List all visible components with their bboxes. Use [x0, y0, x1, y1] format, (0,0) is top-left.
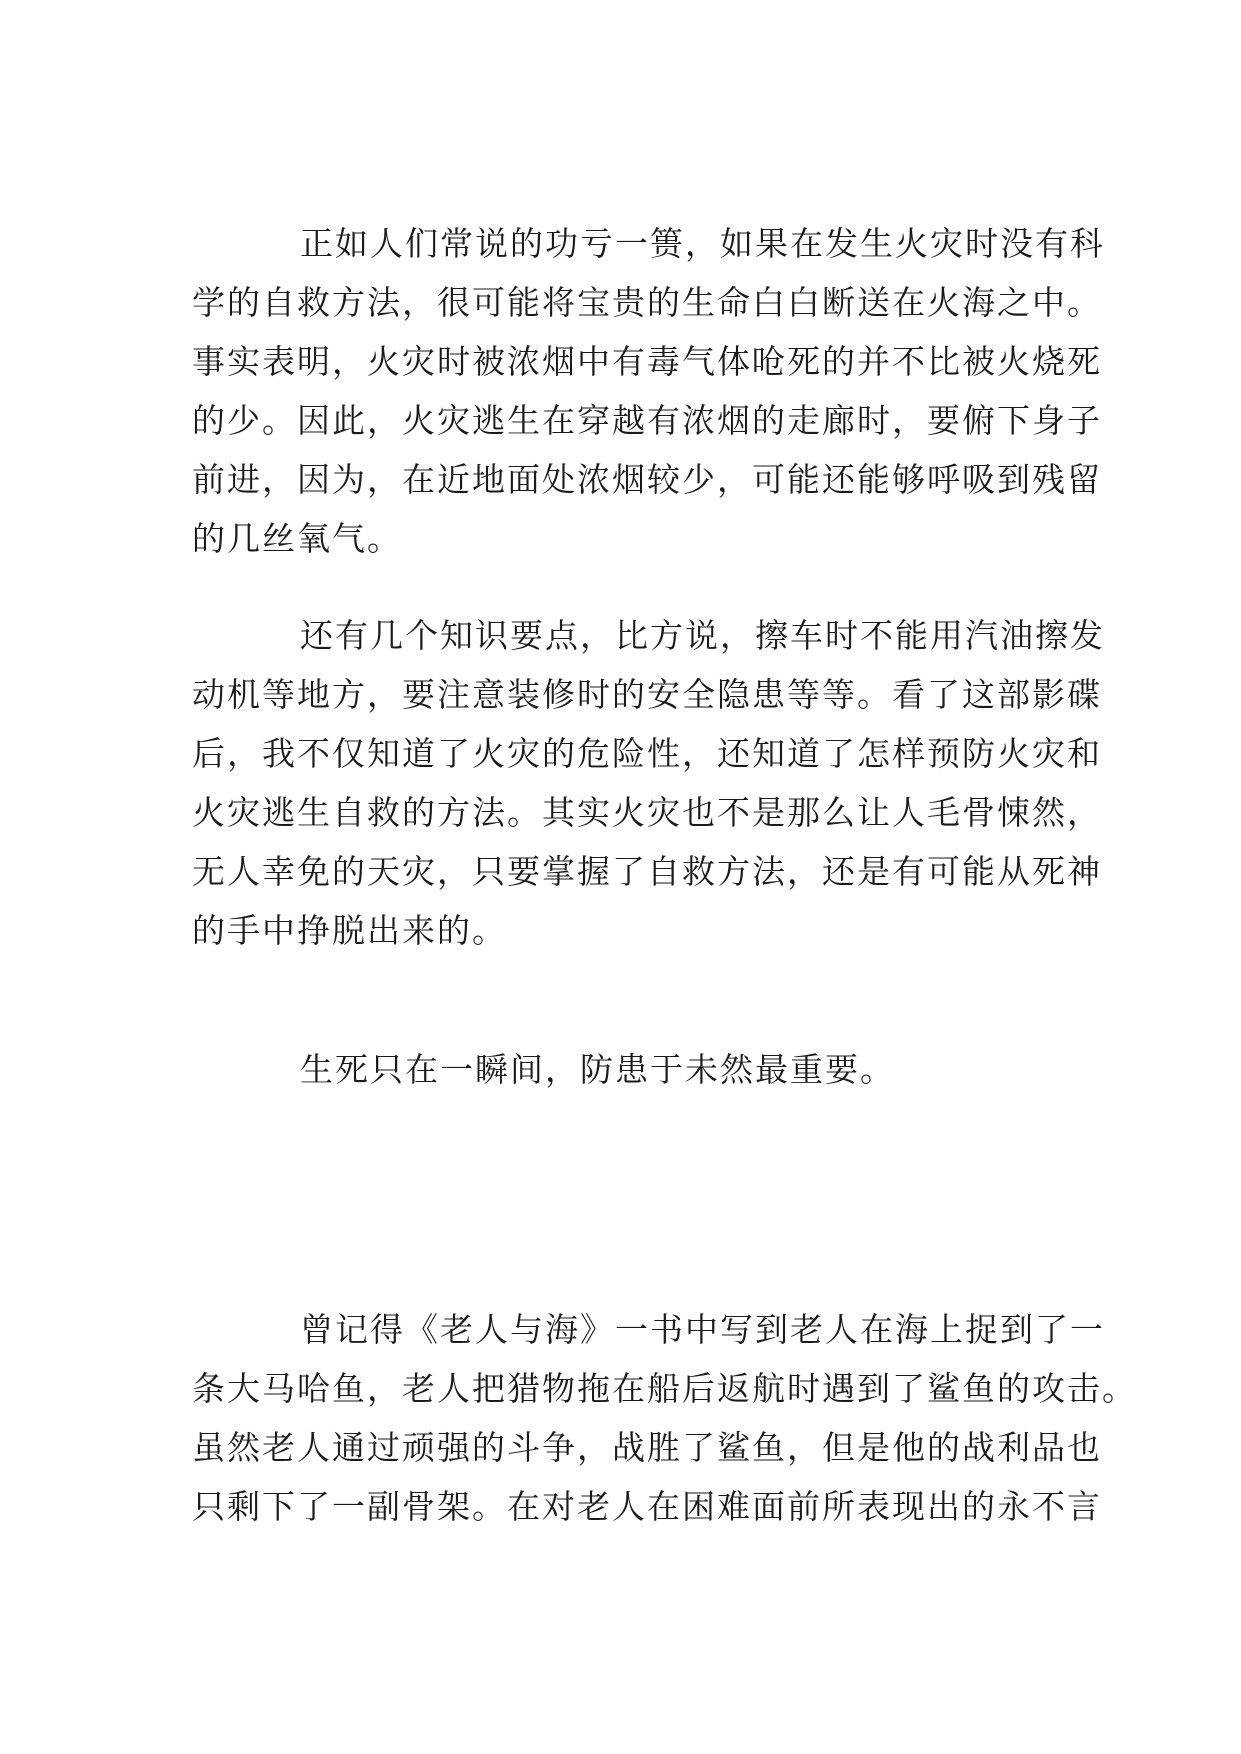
paragraph-line: 曾记得《老人与海》一书中写到老人在海上捉到了一	[300, 1310, 1105, 1349]
paragraph-line: 条大马哈鱼，老人把猎物拖在船后返航时遇到了鲨鱼的攻击。	[192, 1369, 1137, 1408]
paragraph-line: 的几丝氧气。	[192, 519, 402, 558]
paragraph-4	[192, 1300, 1137, 1536]
paragraph-line: 正如人们常说的功亏一篑，如果在发生火灾时没有科	[300, 224, 1105, 263]
paragraph-line: 后，我不仅知道了火灾的危险性，还知道了怎样预防火灾和	[192, 734, 1102, 773]
paragraph-line: 前进，因为，在近地面处浓烟较少，可能还能够呼吸到残留	[192, 460, 1102, 499]
paragraph-3	[192, 1040, 1072, 1099]
paragraph-line: 只剩下了一副骨架。在对老人在困难面前所表现出的永不言	[192, 1487, 1102, 1526]
paragraph-line: 学的自救方法，很可能将宝贵的生命白白断送在火海之中。	[192, 283, 1102, 322]
paragraph-line: 的手中挣脱出来的。	[192, 911, 507, 950]
paragraph-2	[192, 606, 1105, 960]
paragraph-line: 无人幸免的天灾，只要掌握了自救方法，还是有可能从死神	[192, 852, 1102, 891]
paragraph-line: 生死只在一瞬间，防患于未然最重要。	[300, 1050, 895, 1089]
paragraph-line: 虽然老人通过顽强的斗争，战胜了鲨鱼，但是他的战利品也	[192, 1428, 1102, 1467]
paragraph-line: 动机等地方，要注意装修时的安全隐患等等。看了这部影碟	[192, 675, 1102, 714]
paragraph-1	[192, 214, 1105, 568]
paragraph-line: 的少。因此，火灾逃生在穿越有浓烟的走廊时，要俯下身子	[192, 401, 1102, 440]
paragraph-line: 事实表明，火灾时被浓烟中有毒气体呛死的并不比被火烧死	[192, 342, 1102, 381]
paragraph-line: 火灾逃生自救的方法。其实火灾也不是那么让人毛骨悚然，	[192, 793, 1102, 832]
paragraph-line: 还有几个知识要点，比方说，擦车时不能用汽油擦发	[300, 616, 1105, 655]
